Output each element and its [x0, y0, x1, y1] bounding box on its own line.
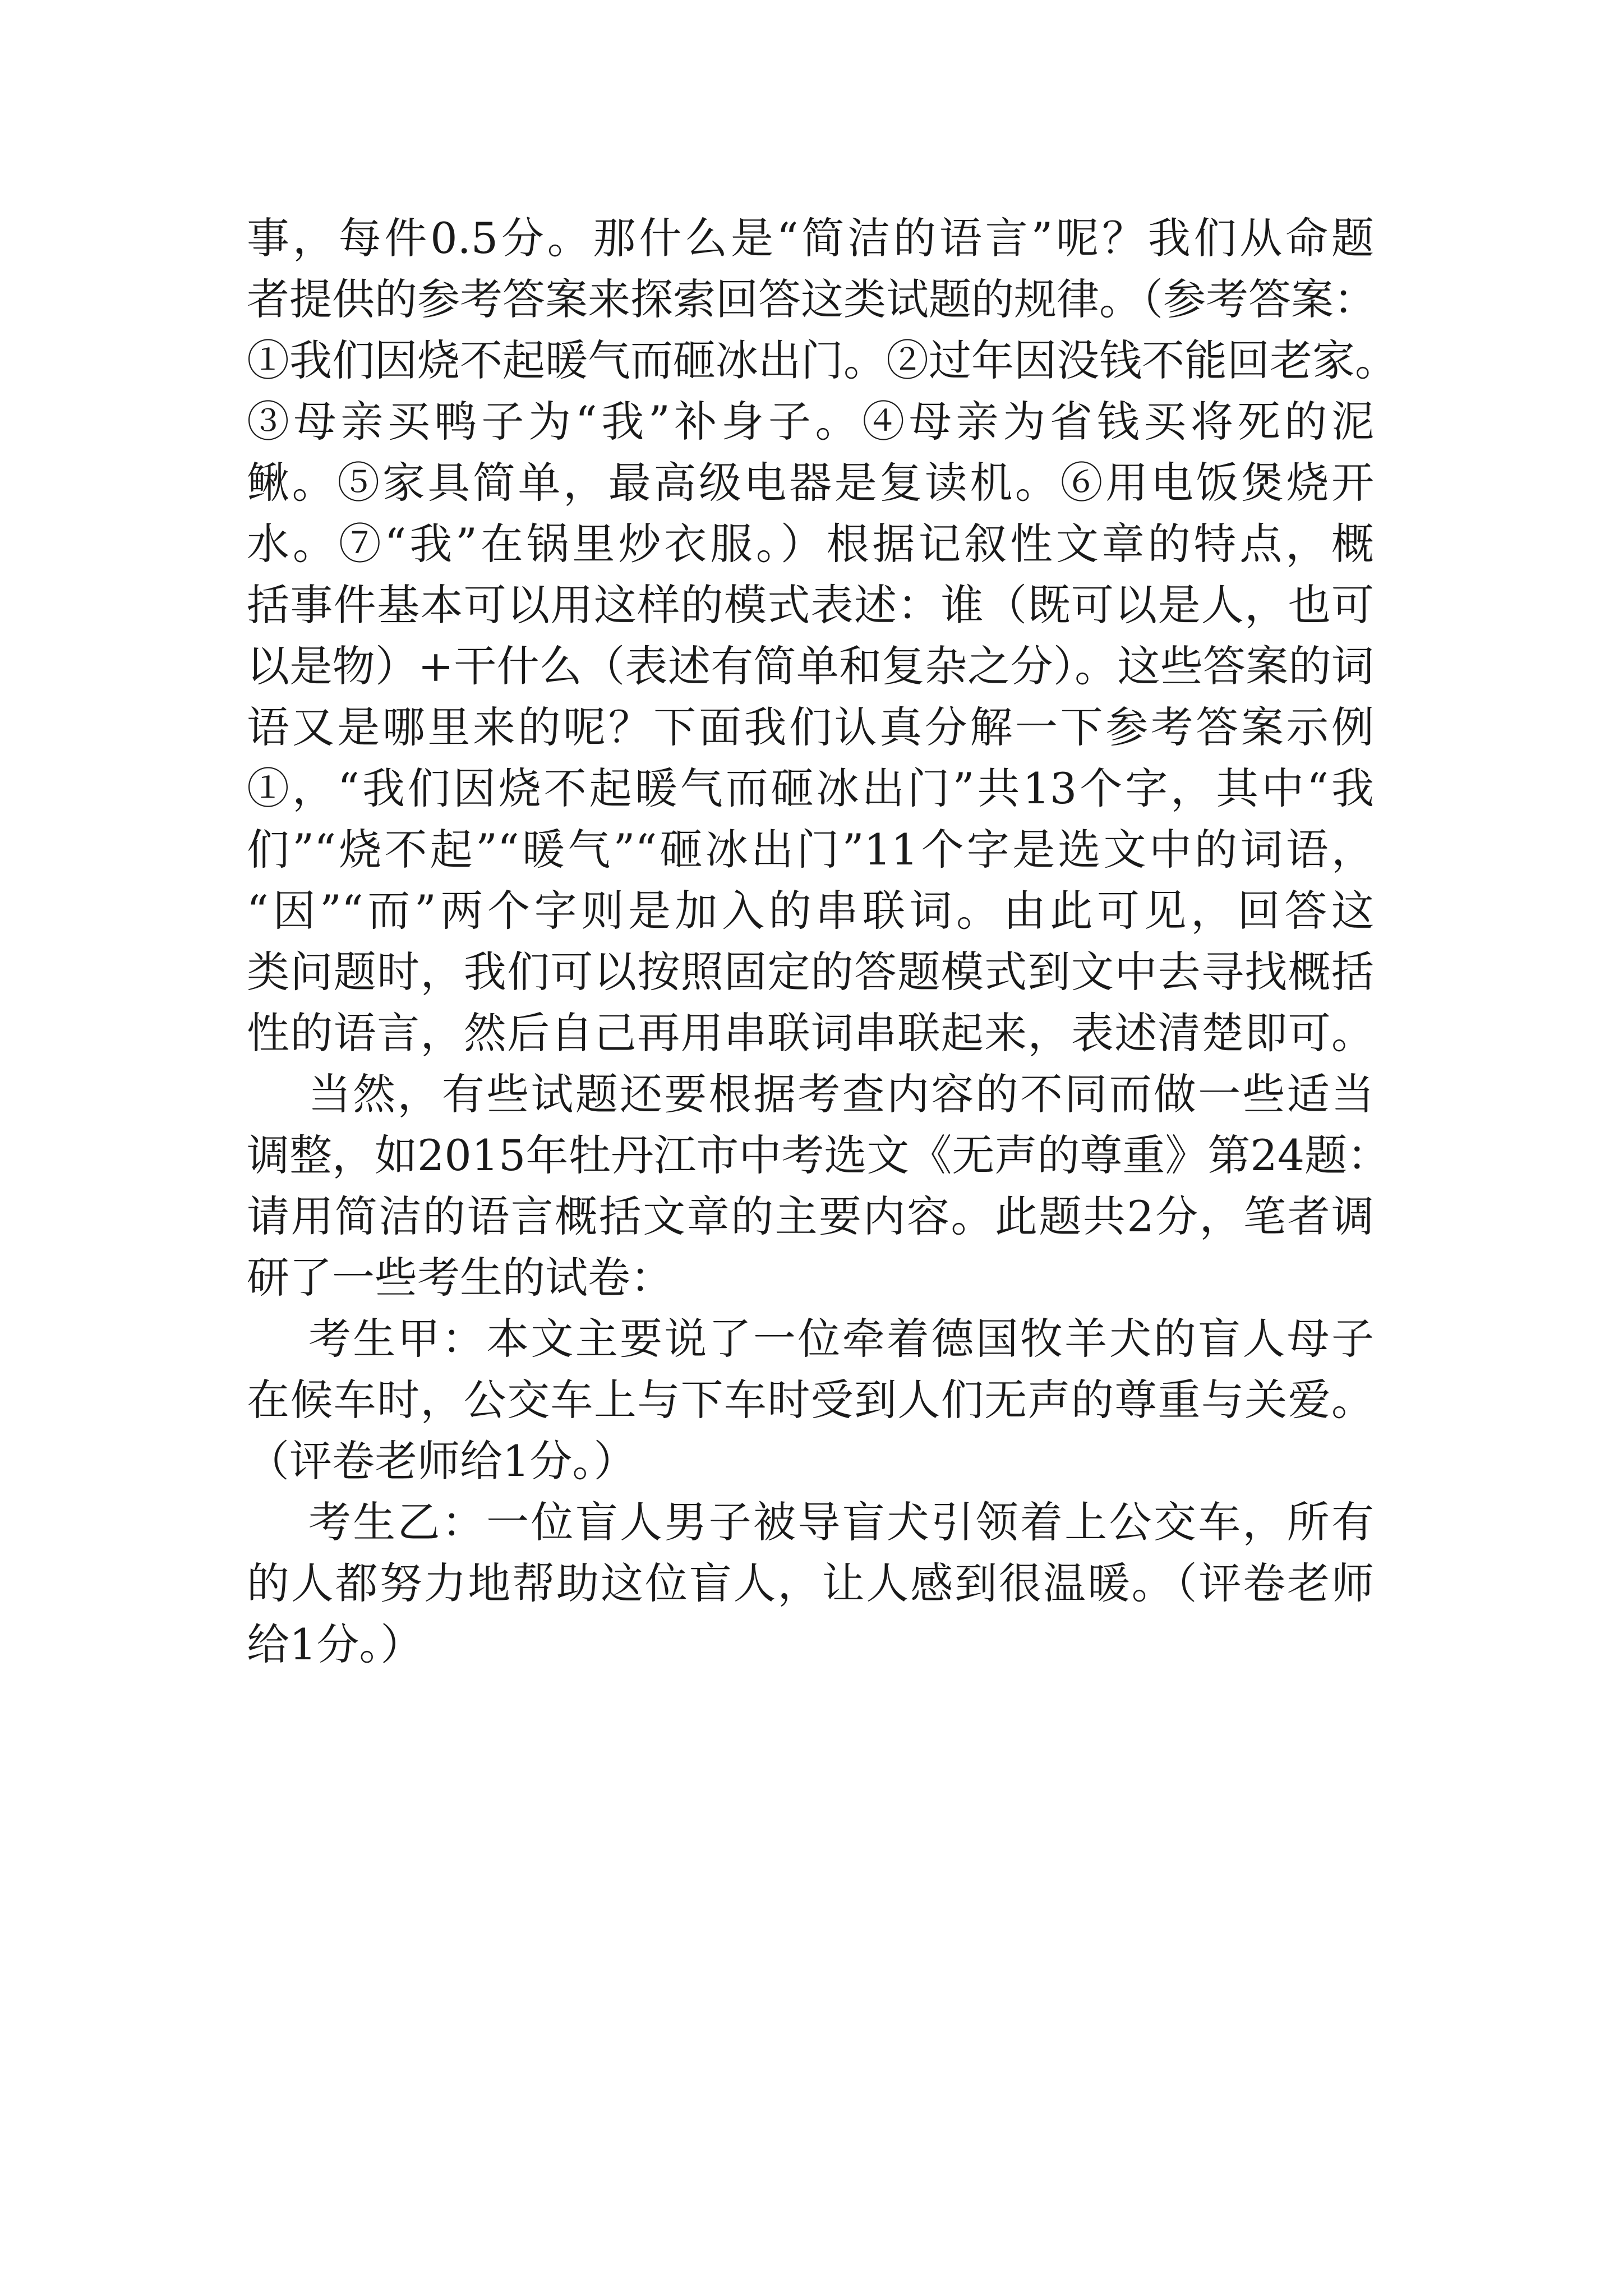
- document-page: [247, 208, 1398, 1675]
- text-line: ①，“我们因烧不起暖气而砸冰出门”共13个字，其中“我: [247, 763, 1374, 813]
- text-line: ③母亲买鸭子为“我”补身子。④母亲为省钱买将死的泥: [247, 397, 1374, 447]
- text-line: 的人都努力地帮助这位盲人，让人感到很温暖。（评卷老师: [247, 1558, 1374, 1608]
- text-line: 在候车时，公交车上与下车时受到人们无声的尊重与关爱。: [247, 1375, 1374, 1425]
- text-line: 请用简洁的语言概括文章的主要内容。此题共2分，笔者调: [247, 1191, 1374, 1241]
- text-line: 者提供的参考答案来探索回答这类试题的规律。（参考答案：: [247, 274, 1376, 324]
- text-line: 鳅。⑤家具简单，最高级电器是复读机。⑥用电饭煲烧开: [247, 458, 1374, 508]
- paragraph-3: [247, 1308, 1374, 1492]
- text-line: （评卷老师给1分。）: [247, 1436, 637, 1486]
- text-line: 考生甲：本文主要说了一位牵着德国牧羊犬的盲人母子: [247, 1314, 1374, 1364]
- paragraph-1: [247, 208, 1398, 1064]
- text-line: 研了一些考生的试卷：: [247, 1253, 673, 1303]
- text-line: 给1分。）: [247, 1619, 423, 1669]
- text-line: 语又是哪里来的呢？下面我们认真分解一下参考答案示例: [247, 702, 1374, 752]
- text-line: 括事件基本可以用这样的模式表述：谁（既可以是人，也可: [247, 580, 1374, 630]
- text-line: 考生乙：一位盲人男子被导盲犬引领着上公交车，所有: [247, 1497, 1374, 1547]
- text-line: 以是物）+干什么（表述有简单和复杂之分）。这些答案的词: [247, 641, 1374, 691]
- text-line: 类问题时，我们可以按照固定的答题模式到文中去寻找概括: [247, 947, 1374, 997]
- text-line: 性的语言，然后自己再用串联词串联起来，表述清楚即可。: [247, 1008, 1374, 1058]
- text-line: ①我们因烧不起暖气而砸冰出门。②过年因没钱不能回老家。: [247, 335, 1398, 385]
- text-line: 调整，如2015年牡丹江市中考选文《无声的尊重》第24题：: [247, 1130, 1390, 1180]
- text-line: 们”“烧不起”“暖气”“砸冰出门”11个字是选文中的词语，: [247, 825, 1374, 875]
- text-line: 当然，有些试题还要根据考查内容的不同而做一些适当: [247, 1069, 1374, 1119]
- text-line: 水。⑦“我”在锅里炒衣服。）根据记叙性文章的特点，概: [247, 519, 1374, 569]
- text-line: 事，每件0.5分。那什么是“简洁的语言”呢？我们从命题: [247, 213, 1374, 263]
- paragraph-4: [247, 1492, 1374, 1675]
- text-line: “因”“而”两个字则是加入的串联词。由此可见，回答这: [247, 886, 1374, 936]
- paragraph-2: [247, 1064, 1390, 1308]
